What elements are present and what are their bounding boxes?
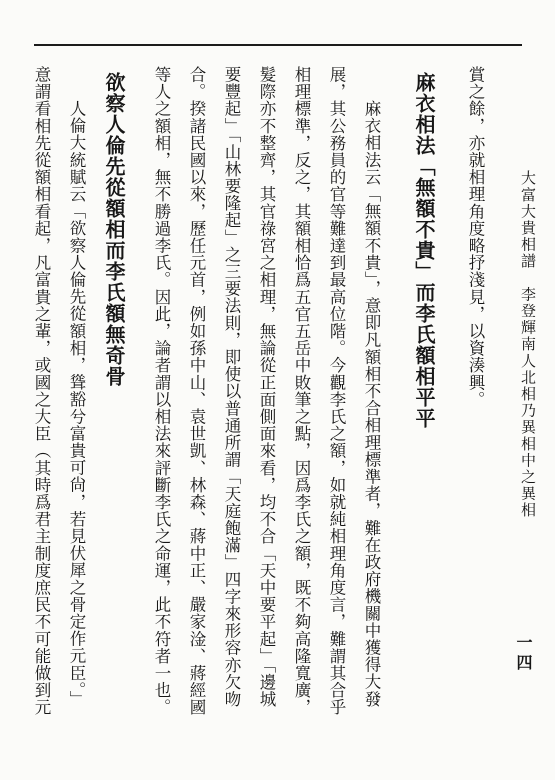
body-line-6: 要豐起」「山林要隆起」之三要法則，即使以普通所謂「天庭飽滿」四字來形容亦欠吻	[222, 66, 241, 708]
body-line-1: 賞之餘，亦就相理角度略抒淺見，以資湊興。	[466, 66, 485, 408]
body-line-4: 相理標準，反之，其額相恰爲五官五岳中敗筆之點，因爲李氏之額，既不夠高隆寬廣，	[292, 66, 311, 716]
page-number: 一四	[514, 634, 533, 674]
section-heading-1: 麻衣相法「無額不貴」而李氏額相平平	[412, 72, 436, 429]
body-line-3: 展，其公務員的官等難達到最高位階。今觀李氏之額，如就純相理角度言，難謂其合乎	[327, 66, 346, 716]
top-rule	[34, 44, 522, 46]
body-line-9: 人倫大統賦云「欲察人倫先從額相，聳豁兮富貴可尙，若見伏犀之骨定作元臣。」	[67, 100, 86, 708]
section-heading-2: 欲察人倫先從額相而李氏額無奇骨	[102, 72, 126, 387]
body-line-2: 麻衣相法云「無額不貴」，意即凡額相不合相理標準者，難在政府機關中獲得大發	[362, 100, 381, 708]
body-line-5: 髮際亦不整齊，其官祿宮之相理，無論從正面側面來看，均不合「天中要平起」「邊城	[257, 66, 276, 708]
body-line-7: 合。揆諸民國以來，歷任元首，例如孫中山、袁世凱、林森、蔣中正、嚴家淦、蔣經國	[187, 66, 206, 716]
body-line-10: 意謂看相先從額相看起，凡富貴之輩，或國之大臣（其時爲君主制度庶民不可能做到元	[32, 66, 51, 716]
body-line-8: 等人之額相，無不勝過李氏。因此，論者謂以相法來評斷李氏之命運，此不符者一也。	[152, 66, 171, 716]
running-head: 大富大貴相譜 李登輝南人北相乃異相中之異相	[519, 170, 537, 519]
